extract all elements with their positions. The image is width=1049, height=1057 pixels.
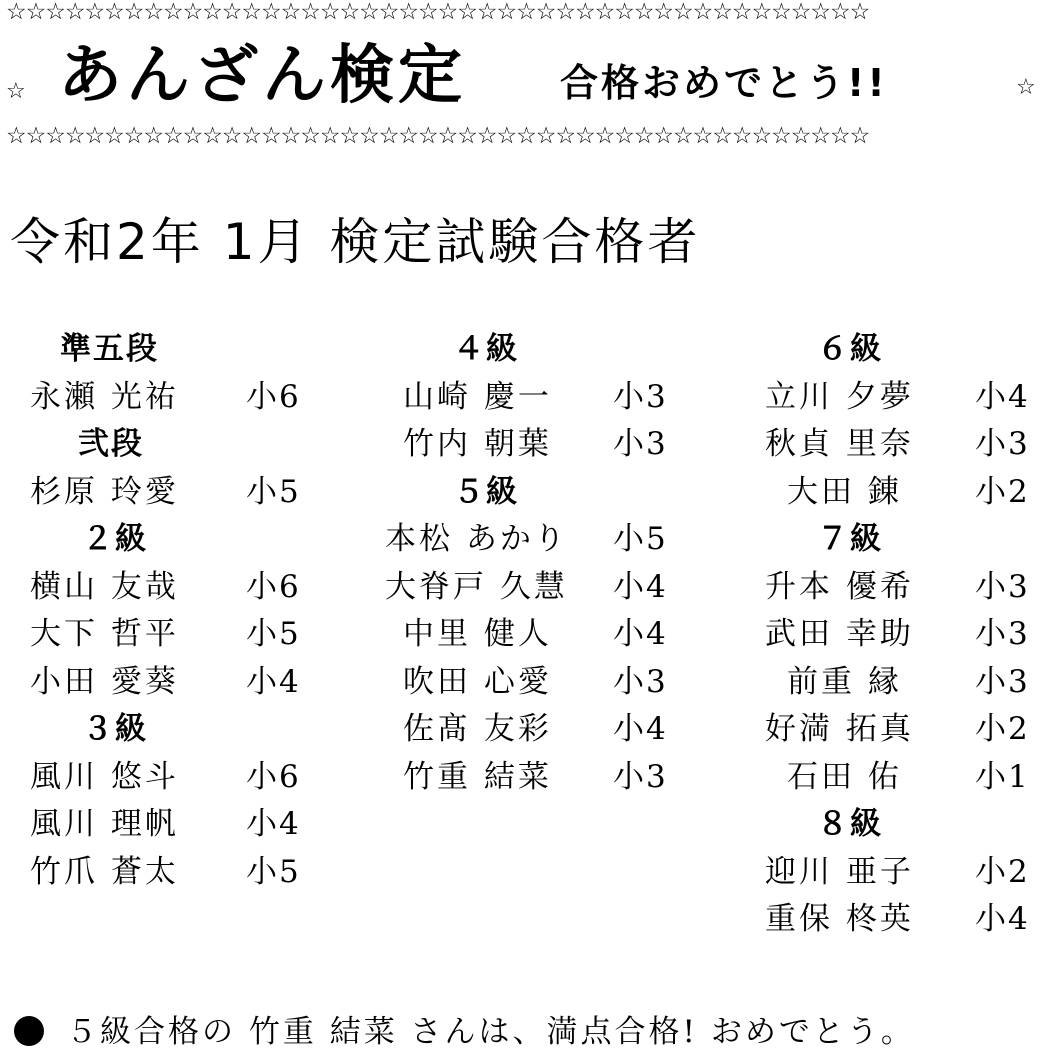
student-name: 竹内 朝葉 xyxy=(403,426,552,462)
grade-heading: ３級 xyxy=(82,711,148,747)
results-column-3 xyxy=(765,326,1045,944)
student-grade: 小3 xyxy=(975,616,1030,652)
student-name: 好満 拓真 xyxy=(765,711,914,747)
results-column-2 xyxy=(385,326,685,801)
student-name: 風川 理帆 xyxy=(30,806,179,842)
footer-text: ５級合格の 竹重 結菜 さんは、満点合格! おめでとう。 xyxy=(66,1014,915,1050)
student-name: 杉原 玲愛 xyxy=(30,473,179,510)
student-name: 佐髙 友彩 xyxy=(403,711,552,747)
student-grade: 小4 xyxy=(613,711,668,747)
student-grade: 小3 xyxy=(975,663,1030,700)
student-grade: 小1 xyxy=(975,758,1030,795)
student-grade: 小4 xyxy=(613,568,668,605)
student-name: 本松 あかり xyxy=(385,521,568,557)
grade-heading: ４級 xyxy=(453,331,519,367)
student-row xyxy=(30,801,320,849)
student-grade: 小4 xyxy=(246,806,301,842)
student-grade: 小4 xyxy=(613,616,668,652)
footer-note xyxy=(14,1008,915,1056)
student-grade: 小4 xyxy=(975,901,1030,937)
student-row xyxy=(385,516,685,564)
grade-heading: 弐段 xyxy=(78,426,144,462)
student-row xyxy=(765,896,1045,944)
student-row xyxy=(765,754,1045,802)
student-row xyxy=(385,706,685,754)
star-icon-right: ☆ xyxy=(1016,75,1036,100)
student-name: 迎川 亜子 xyxy=(765,853,914,890)
student-grade: 小5 xyxy=(246,473,301,510)
student-name: 升本 優希 xyxy=(765,568,914,605)
student-row xyxy=(30,754,320,802)
student-name: 立川 夕夢 xyxy=(765,378,914,415)
grade-heading: ７級 xyxy=(817,521,883,557)
star-border-bottom: ☆☆☆☆☆☆☆☆☆☆☆☆☆☆☆☆☆☆☆☆☆☆☆☆☆☆☆☆☆☆☆☆☆☆☆☆☆☆☆☆☆☆☆☆ xyxy=(6,124,870,148)
student-name: 竹爪 蒼太 xyxy=(30,853,179,890)
student-grade: 小2 xyxy=(975,853,1030,890)
student-grade: 小6 xyxy=(246,758,301,795)
student-row xyxy=(765,469,1045,517)
student-row xyxy=(385,421,685,469)
student-grade: 小3 xyxy=(613,758,668,795)
bullet-icon xyxy=(14,1016,44,1046)
student-name: 大脊戸 久慧 xyxy=(385,568,568,605)
student-row xyxy=(765,659,1045,707)
student-row xyxy=(30,659,320,707)
student-grade: 小4 xyxy=(975,378,1030,415)
grade-heading: 準五段 xyxy=(60,331,159,367)
student-row xyxy=(385,564,685,612)
student-name: 山崎 慶一 xyxy=(403,378,552,415)
student-grade: 小3 xyxy=(975,568,1030,605)
results-column-1 xyxy=(30,326,320,896)
student-grade: 小2 xyxy=(975,711,1030,747)
page-title: 令和2年 1月 検定試験合格者 xyxy=(10,213,701,271)
star-border-top: ☆☆☆☆☆☆☆☆☆☆☆☆☆☆☆☆☆☆☆☆☆☆☆☆☆☆☆☆☆☆☆☆☆☆☆☆☆☆☆☆☆☆☆☆ xyxy=(6,0,870,24)
student-name: 石田 佑 xyxy=(787,758,902,795)
student-row xyxy=(765,374,1045,422)
student-grade: 小5 xyxy=(246,853,301,890)
student-row xyxy=(385,611,685,659)
student-name: 重保 柊英 xyxy=(765,901,914,937)
banner-title: あんざん検定 xyxy=(58,39,466,113)
student-row xyxy=(385,374,685,422)
student-grade: 小5 xyxy=(246,616,301,652)
student-name: 永瀬 光祐 xyxy=(30,378,179,415)
student-row xyxy=(765,849,1045,897)
student-row xyxy=(765,611,1045,659)
grade-heading: ５級 xyxy=(453,473,519,510)
student-name: 秋貞 里奈 xyxy=(765,426,914,462)
student-name: 中里 健人 xyxy=(403,616,552,652)
grade-heading: ２級 xyxy=(82,521,148,557)
star-icon-left: ☆ xyxy=(6,79,26,104)
student-grade: 小2 xyxy=(975,473,1030,510)
student-grade: 小3 xyxy=(613,663,668,700)
student-grade: 小3 xyxy=(613,378,668,415)
student-grade: 小6 xyxy=(246,378,301,415)
student-row xyxy=(385,659,685,707)
student-name: 風川 悠斗 xyxy=(30,758,179,795)
student-grade: 小5 xyxy=(613,521,668,557)
student-grade: 小3 xyxy=(613,426,668,462)
student-row xyxy=(30,469,320,517)
grade-heading: ６級 xyxy=(817,331,883,367)
student-name: 大田 錬 xyxy=(787,473,902,510)
student-row xyxy=(30,564,320,612)
student-name: 大下 哲平 xyxy=(30,616,179,652)
student-name: 横山 友哉 xyxy=(30,568,179,605)
student-grade: 小4 xyxy=(246,663,301,700)
student-row xyxy=(765,564,1045,612)
student-name: 小田 愛葵 xyxy=(30,663,179,700)
student-name: 吹田 心愛 xyxy=(403,663,552,700)
student-row xyxy=(30,611,320,659)
student-row xyxy=(765,421,1045,469)
student-row xyxy=(30,849,320,897)
student-name: 竹重 結菜 xyxy=(403,758,552,795)
student-row xyxy=(30,374,320,422)
banner-subtitle: 合格おめでとう!! xyxy=(560,61,888,105)
student-grade: 小3 xyxy=(975,426,1030,462)
grade-heading: ８級 xyxy=(817,806,883,842)
student-grade: 小6 xyxy=(246,568,301,605)
student-row xyxy=(385,754,685,802)
student-name: 武田 幸助 xyxy=(765,616,914,652)
student-name: 前重 縁 xyxy=(787,663,902,700)
student-row xyxy=(765,706,1045,754)
